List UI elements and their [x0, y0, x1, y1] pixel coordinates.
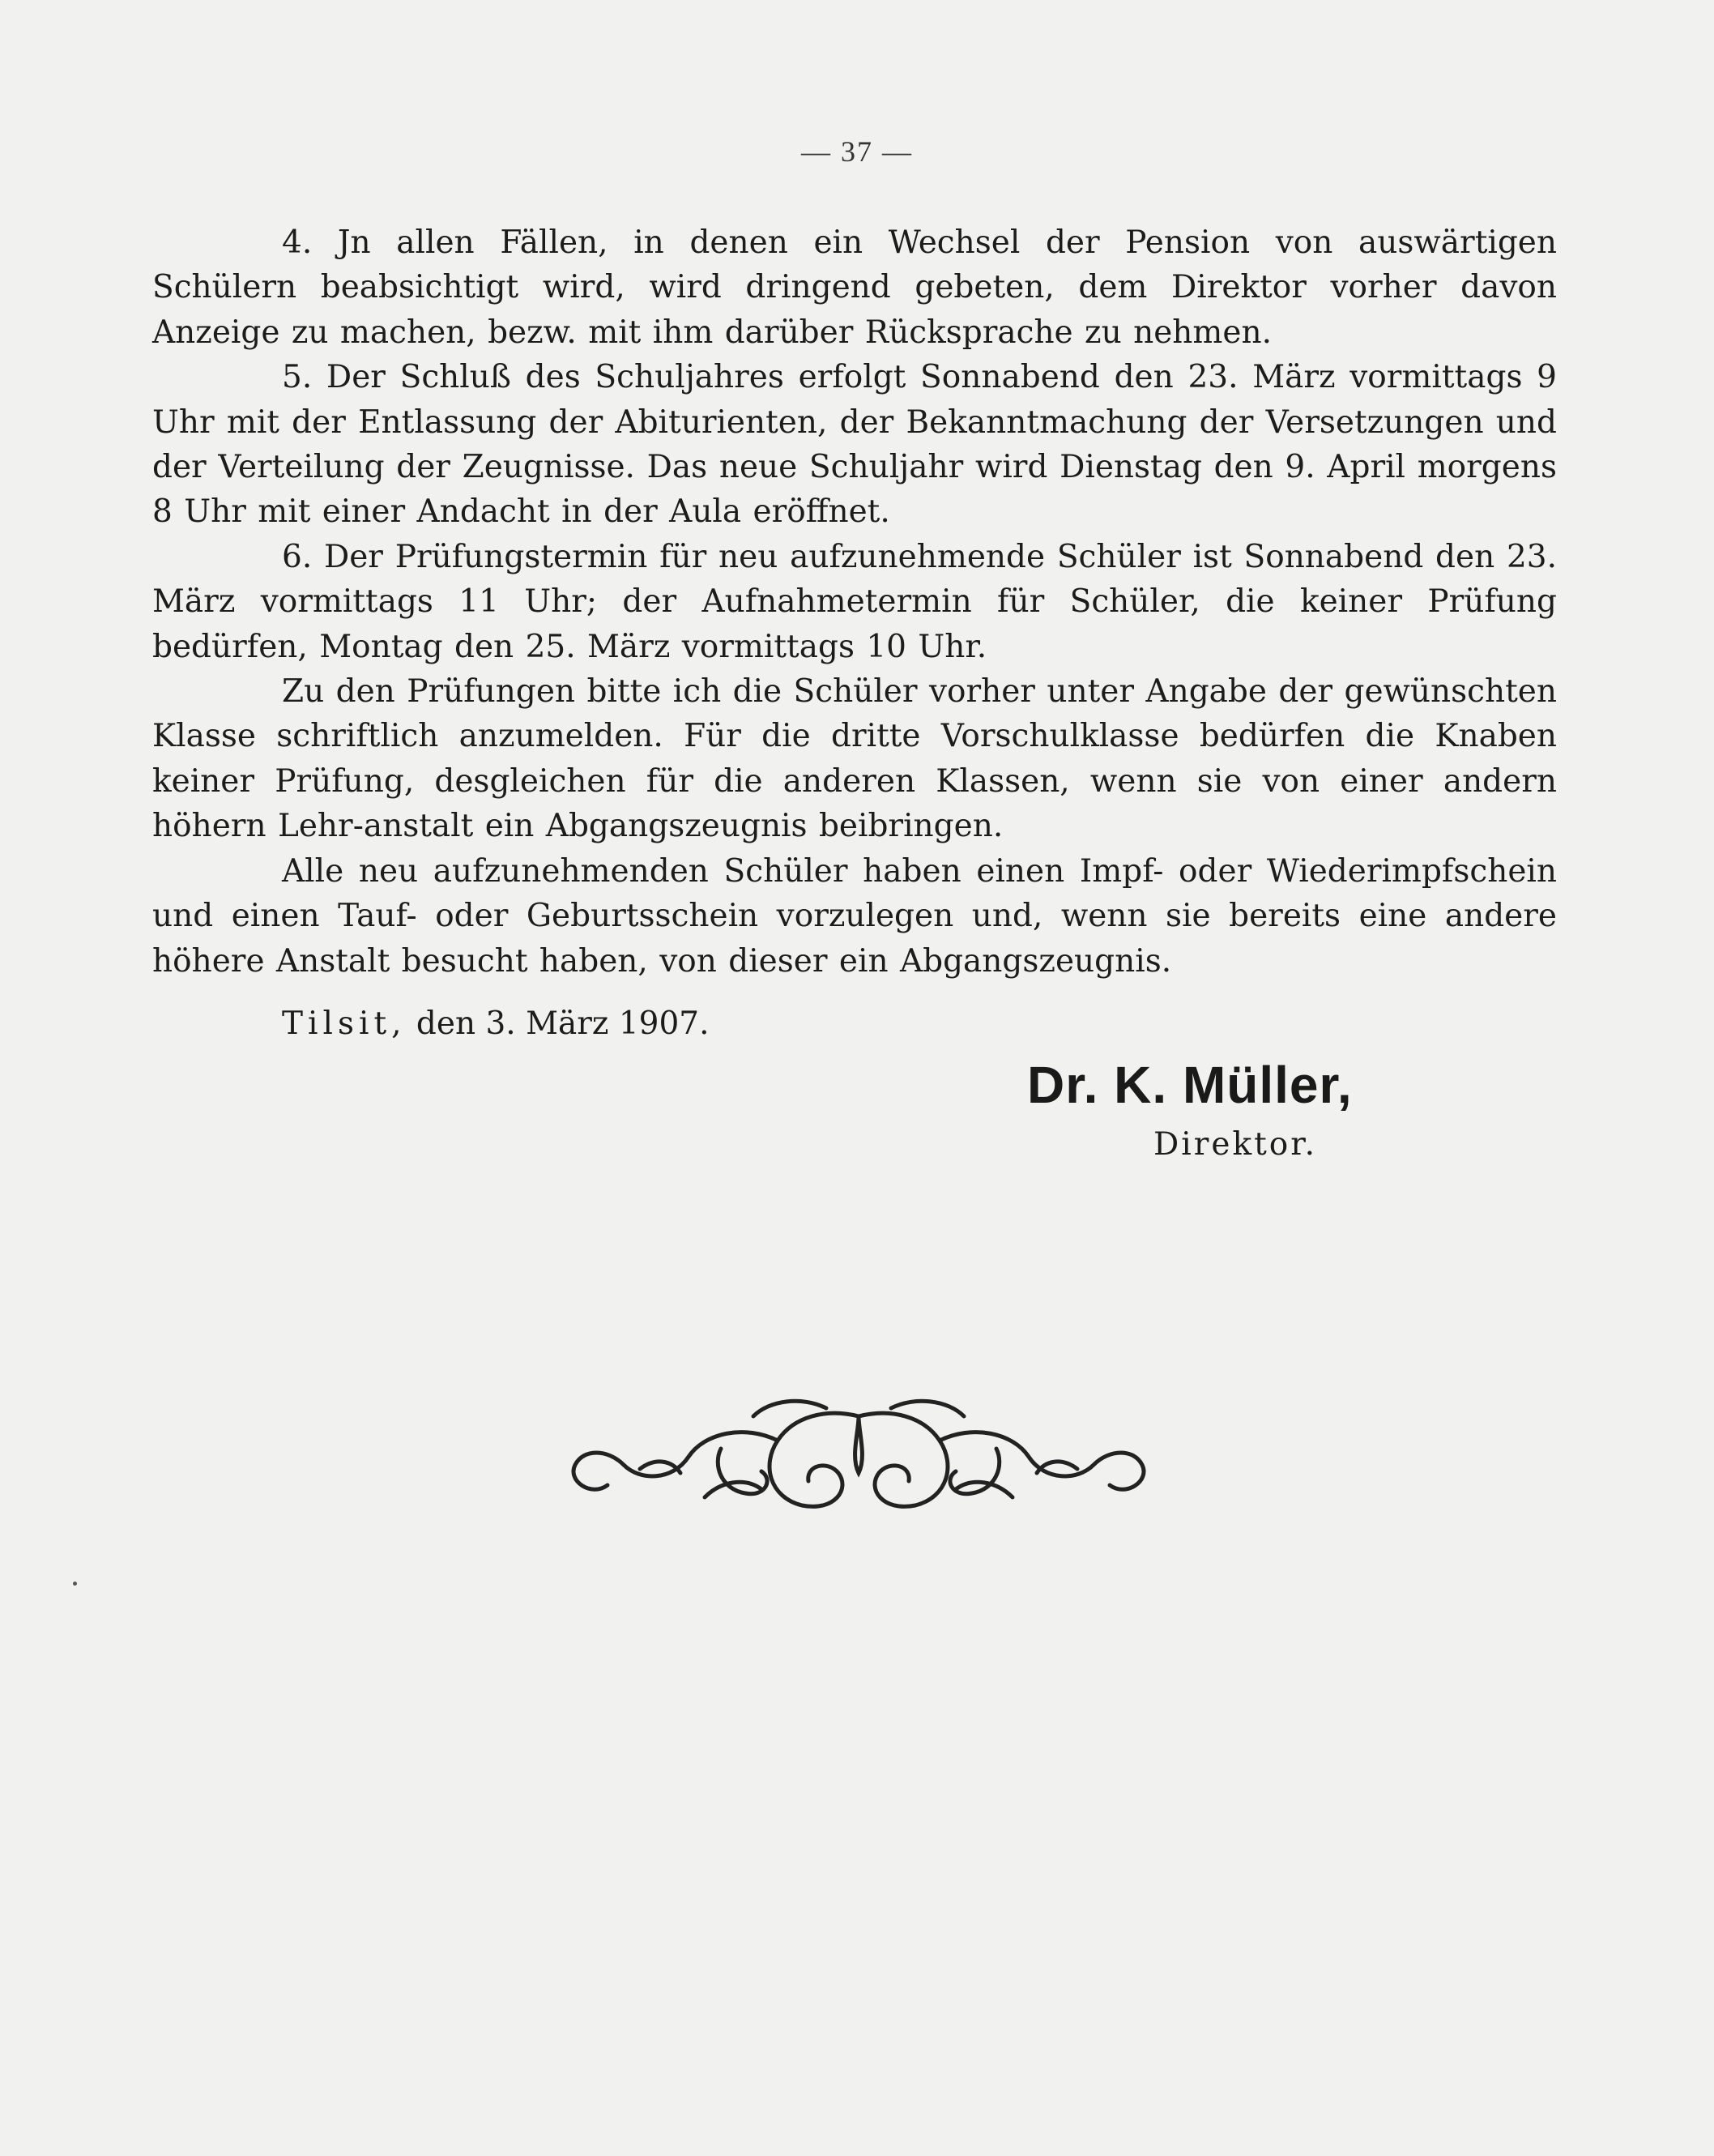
paragraph-4: 4. Jn allen Fällen, in denen ein Wechsel der Pension von auswärtigen Schülern beabsichtigt wird, wird dringend gebeten, dem Direktor vorher davon Anzeige zu machen, bezw. mit ihm darüber Rücksprache zu nehmen. — [152, 224, 1557, 351]
document-body — [152, 220, 1557, 1046]
place-name: Tilsit, — [282, 1005, 407, 1042]
signature-name: Dr. K. Müller, — [1027, 1056, 1353, 1114]
paragraph-exam-registration: Zu den Prüfungen bitte ich die Schüler vorher unter Angabe der gewünschten Klasse schriftlich anzumelden. Für die dritte Vorschulklasse bedürfen die Knaben keiner Prüfung, desgleichen für die anderen Klassen, wenn sie von einer andern höhern Lehr-anstalt ein Abgangszeugnis beibringen. — [152, 673, 1557, 845]
paper-speck — [73, 1582, 77, 1586]
place-date-line — [152, 1001, 1557, 1046]
paragraph-6: 6. Der Prüfungstermin für neu aufzunehmende Schüler ist Sonnabend den 23. März vormittags 11 Uhr; der Aufnahmetermin für Schüler, die keiner Prüfung bedürfen, Montag den 25. März vormittags 10 Uhr. — [152, 538, 1557, 665]
date: den 3. März 1907. — [416, 1005, 710, 1042]
signature-role: Direktor. — [1153, 1126, 1318, 1163]
page-number: — 37 — — [801, 135, 913, 168]
paragraph-5: 5. Der Schluß des Schuljahres erfolgt Sonnabend den 23. März vormittags 9 Uhr mit der Entlassung der Abiturienten, der Bekanntmachung der Versetzungen und der Verteilung der Zeugnisse. Das neue Schuljahr wird Dienstag den 9. April morgens 8 Uhr mit einer Andacht in der Aula eröffnet. — [152, 359, 1557, 531]
decorative-scroll-ornament-icon — [559, 1384, 1158, 1530]
paragraph-required-documents: Alle neu aufzunehmenden Schüler haben einen Impf- oder Wiederimpfschein und einen Tauf- oder Geburtsschein vorzulegen und, wenn sie bereits eine andere höhere Anstalt besucht haben, von dieser ein Abgangszeugnis. — [152, 852, 1557, 980]
